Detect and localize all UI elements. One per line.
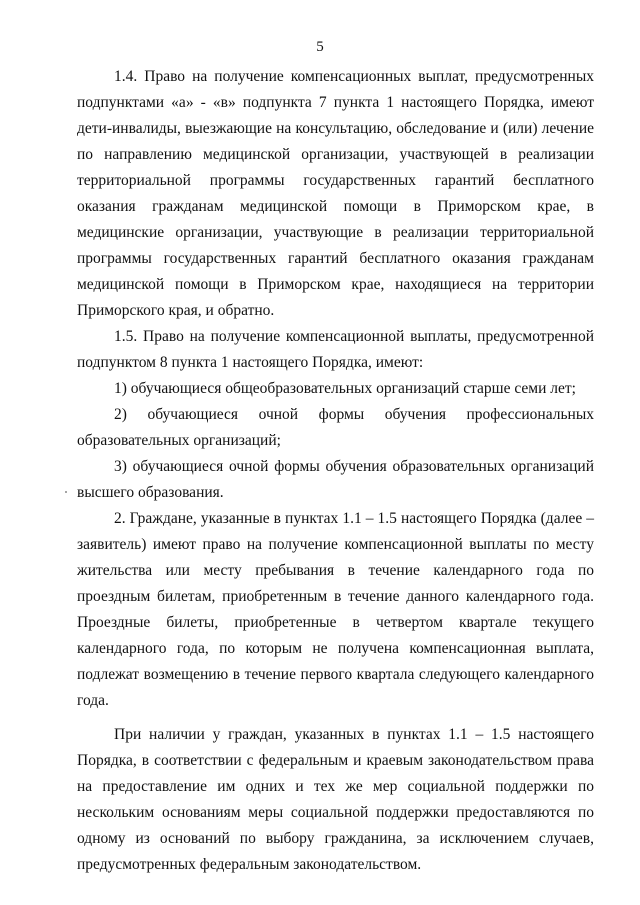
list-item-2: 2) обучающиеся очной формы обучения профессиональных образовательных организаций;: [77, 406, 594, 449]
paragraph-2-continuation: При наличии у граждан, указанных в пунктах 1.1 – 1.5 настоящего Порядка, в соответствии с федеральным и краевым законодательством права на предоставление им одних и тех же мер социальной поддержки по нескольким основаниям меры социальной поддержки предоставляются по одному из оснований по выбору гражданина, за исключением случаев, предусмотренных федеральным законодательством.: [77, 726, 594, 873]
scan-speck: [65, 491, 67, 493]
paragraph-1-5: 1.5. Право на получение компенсационной выплаты, предусмотренной подпунктом 8 пункта 1 настоящего Порядка, имеют:: [77, 328, 594, 371]
document-body: [77, 64, 594, 878]
paragraph-1-4: 1.4. Право на получение компенсационных выплат, предусмотренных подпунктами «а» - «в» подпункта 7 пункта 1 настоящего Порядка, имеют дети-инвалиды, выезжающие на консультацию, обследование и (или) лечение по направлению медицинской организации, участвующей в реализации территориальной программы государственных гарантий бесплатного оказания гражданам медицинской помощи в Приморском крае, в медицинские организации, участвующие в реализации территориальной программы государственных гарантий бесплатного оказания гражданам медицинской помощи в Приморском крае, находящиеся на территории Приморского края, и обратно.: [77, 68, 594, 319]
page-number: 5: [316, 39, 324, 55]
list-item-1: 1) обучающиеся общеобразовательных организаций старше семи лет;: [114, 380, 576, 397]
paragraph-2: 2. Граждане, указанные в пунктах 1.1 – 1.5 настоящего Порядка (далее – заявитель) имеют право на получение компенсационной выплаты по месту жительства или месту пребывания в течение календарного года по проездным билетам, приобретенным в течение данного календарного года. Проездные билеты, приобретенные в четвертом квартале текущего календарного года, по которым не получена компенсационная выплата, подлежат возмещению в течение первого квартала следующего календарного года.: [77, 510, 594, 709]
list-item-3: 3) обучающиеся очной формы обучения образовательных организаций высшего образования.: [77, 458, 594, 501]
